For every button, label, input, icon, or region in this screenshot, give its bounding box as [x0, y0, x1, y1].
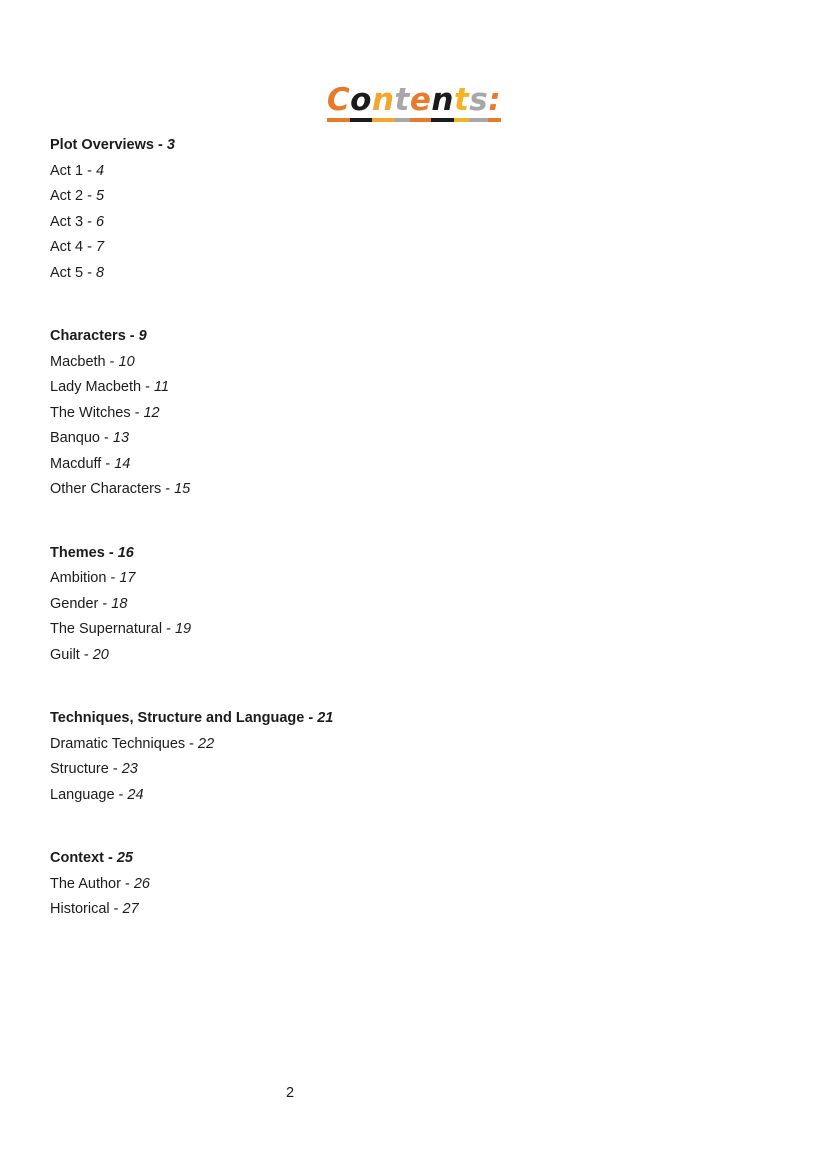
- entry-label: Act 1 -: [50, 162, 96, 179]
- entry-label: The Witches -: [50, 404, 144, 421]
- table-of-contents: [50, 133, 333, 961]
- entry-page-number: 8: [95, 264, 105, 281]
- entry-label: Banquo -: [50, 430, 113, 446]
- toc-section-header: [50, 706, 333, 732]
- toc-entry: [50, 210, 333, 236]
- entry-page-number: 25: [116, 850, 133, 866]
- title-letter: n: [372, 84, 395, 122]
- title-letter: :: [488, 84, 501, 122]
- title-letter: t: [395, 84, 410, 122]
- entry-page-number: 3: [166, 137, 175, 153]
- entry-label: Techniques, Structure and Language -: [50, 710, 318, 726]
- toc-section: [50, 846, 333, 923]
- toc-section-header: [50, 541, 333, 567]
- toc-entry: [50, 235, 333, 261]
- entry-label: Context -: [50, 850, 117, 866]
- toc-entry: [50, 350, 333, 376]
- entry-page-number: 16: [117, 544, 134, 561]
- entry-page-number: 21: [317, 710, 334, 726]
- entry-label: Macbeth -: [50, 353, 119, 370]
- toc-entry: [50, 872, 333, 898]
- toc-section: [50, 324, 333, 503]
- entry-label: Act 3 -: [50, 213, 96, 230]
- entry-page-number: 26: [133, 875, 150, 892]
- toc-section-header: [50, 133, 333, 159]
- entry-page-number: 19: [174, 621, 192, 637]
- entry-page-number: 9: [138, 328, 147, 344]
- toc-entry: [50, 897, 333, 923]
- title-letter: t: [454, 84, 469, 122]
- toc-section: [50, 541, 333, 669]
- toc-entry: [50, 566, 333, 592]
- entry-page-number: 10: [118, 353, 135, 370]
- entry-page-number: 22: [198, 735, 215, 752]
- toc-entry: [50, 452, 333, 478]
- toc-entry: [50, 375, 333, 401]
- toc-entry: [50, 159, 333, 185]
- toc-entry: [50, 617, 333, 643]
- entry-page-number: 7: [95, 239, 105, 255]
- toc-entry: [50, 732, 333, 758]
- toc-section: [50, 133, 333, 286]
- entry-label: Language -: [50, 786, 128, 803]
- entry-label: Characters -: [50, 328, 139, 344]
- toc-entry: [50, 477, 333, 503]
- entry-label: The Supernatural -: [50, 621, 175, 637]
- entry-label: Act 5 -: [50, 264, 96, 281]
- entry-page-number: 6: [95, 213, 105, 230]
- toc-entry: [50, 592, 333, 618]
- entry-page-number: 5: [95, 188, 105, 204]
- entry-label: Historical -: [50, 901, 123, 917]
- title-letter: o: [350, 84, 372, 122]
- toc-entry: [50, 261, 333, 287]
- entry-label: Plot Overviews -: [50, 137, 167, 153]
- entry-label: Themes -: [50, 544, 118, 561]
- toc-section-header: [50, 846, 333, 872]
- toc-entry: [50, 184, 333, 210]
- entry-page-number: 20: [92, 646, 109, 663]
- toc-entry: [50, 426, 333, 452]
- entry-label: Gender -: [50, 595, 112, 612]
- page-number: 2: [285, 1085, 295, 1101]
- toc-entry: [50, 757, 333, 783]
- entry-label: Guilt -: [50, 646, 93, 663]
- entry-page-number: 18: [111, 595, 128, 612]
- entry-page-number: 12: [143, 404, 160, 421]
- toc-entry: [50, 643, 333, 669]
- entry-page-number: 14: [114, 455, 131, 472]
- toc-entry: [50, 783, 333, 809]
- entry-label: Act 2 -: [50, 188, 96, 204]
- entry-page-number: 23: [121, 761, 138, 777]
- entry-label: Ambition -: [50, 570, 120, 586]
- title-letter: e: [410, 84, 432, 122]
- entry-page-number: 13: [112, 430, 130, 446]
- entry-page-number: 27: [122, 901, 139, 917]
- title-letter: s: [469, 84, 488, 122]
- entry-label: The Author -: [50, 875, 134, 892]
- entry-label: Other Characters -: [50, 481, 175, 497]
- entry-label: Structure -: [50, 761, 122, 777]
- entry-page-number: 11: [153, 379, 170, 395]
- title-letter: n: [431, 84, 454, 122]
- entry-label: Dramatic Techniques -: [50, 735, 199, 752]
- entry-label: Macduff -: [50, 455, 115, 472]
- page-title: [0, 84, 828, 122]
- toc-section: [50, 706, 333, 808]
- entry-page-number: 15: [174, 481, 191, 497]
- entry-page-number: 24: [127, 786, 144, 803]
- title-letter: C: [327, 84, 350, 122]
- toc-section-header: [50, 324, 333, 350]
- entry-page-number: 17: [119, 570, 136, 586]
- toc-entry: [50, 401, 333, 427]
- entry-label: Act 4 -: [50, 239, 96, 255]
- entry-page-number: 4: [95, 162, 105, 179]
- entry-label: Lady Macbeth -: [50, 379, 154, 395]
